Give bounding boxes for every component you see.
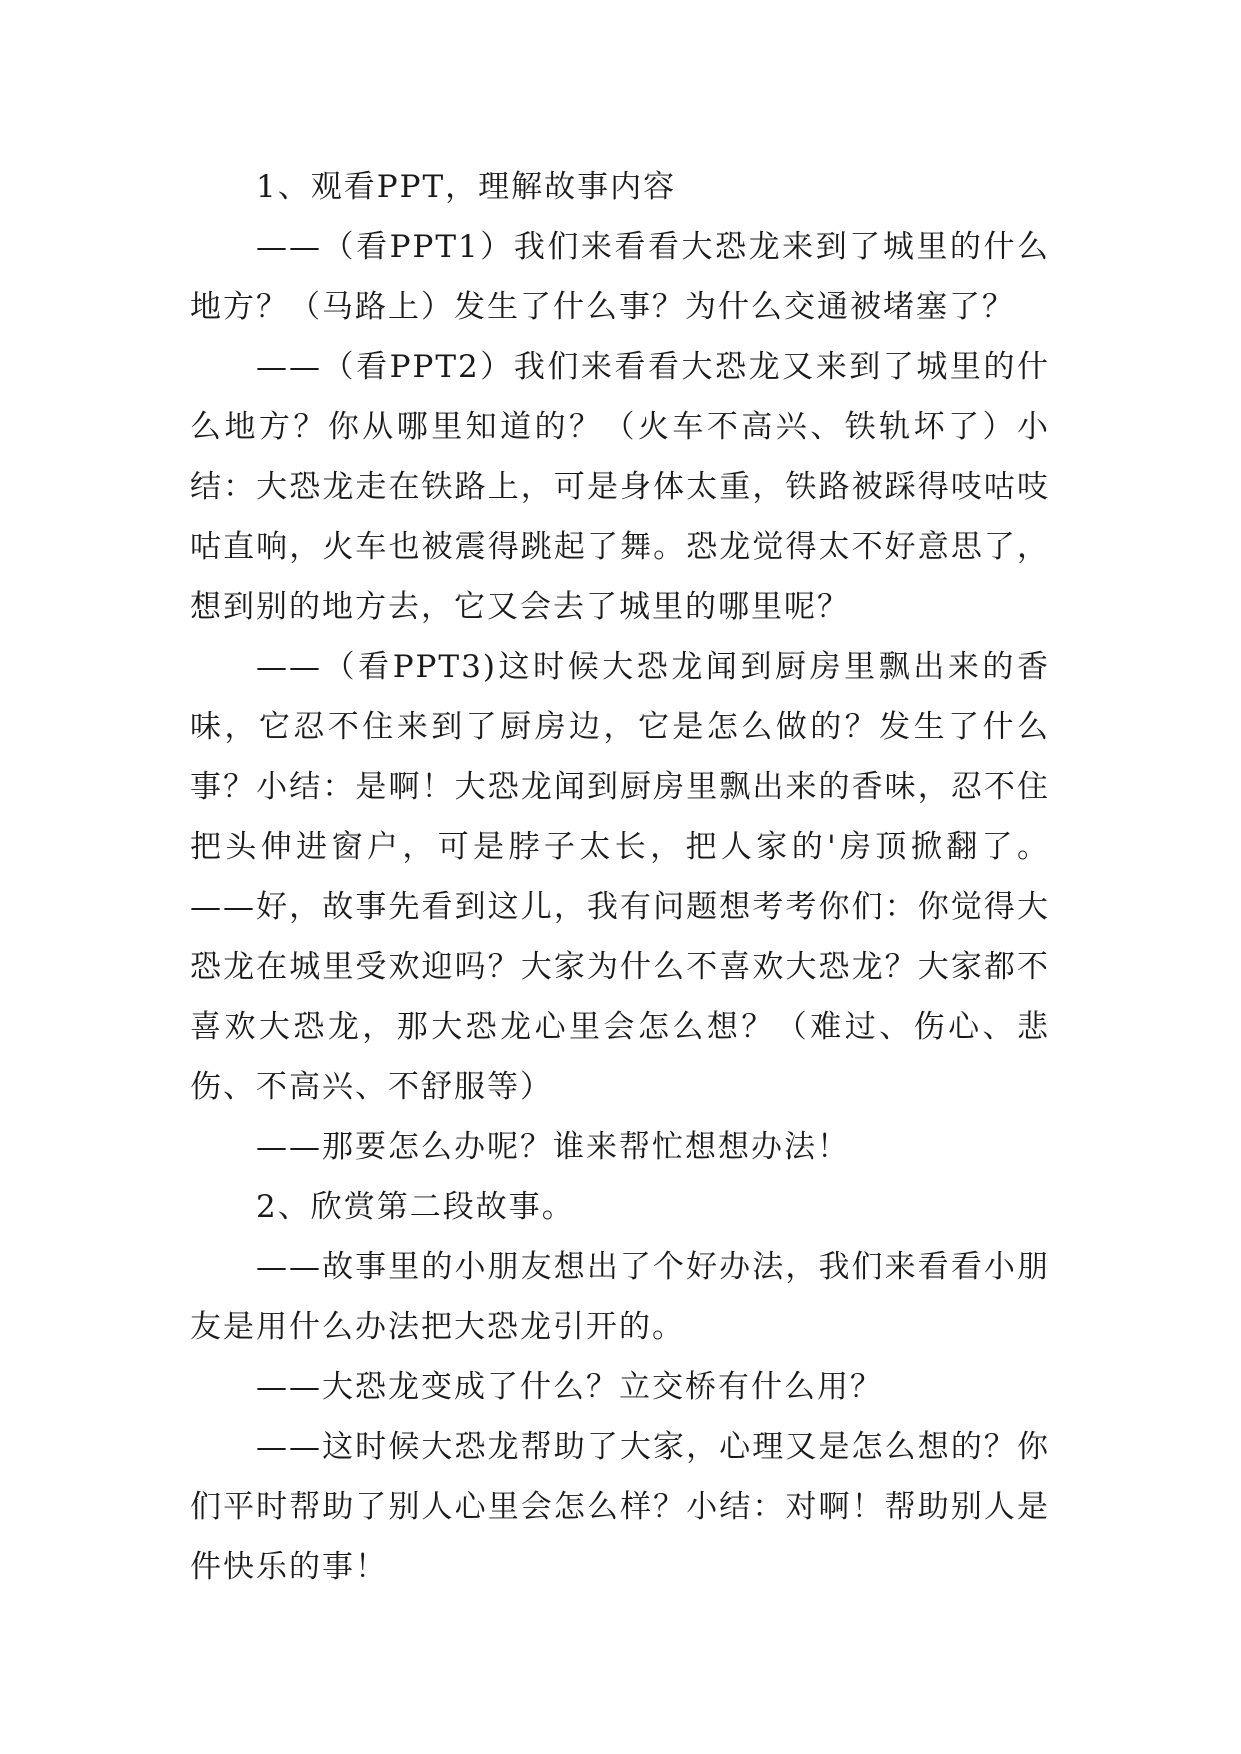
paragraph-heading-1: 1、观看PPT，理解故事内容 <box>256 169 677 205</box>
document-body <box>190 157 1050 1597</box>
paragraph: ——（看PPT1）我们来看看大恐龙来到了城里的什么地方？（马路上）发生了什么事？为什么交通被堵塞了？ <box>190 229 1050 325</box>
paragraph: ——（看PPT2）我们来看看大恐龙又来到了城里的什么地方？你从哪里知道的？（火车不高兴、铁轨坏了）小结：大恐龙走在铁路上，可是身体太重，铁路被踩得吱咕吱咕直响，火车也被震得跳起了舞。恐龙觉得太不好意思了，想到别的地方去，它又会去了城里的哪里呢？ <box>190 349 1050 625</box>
paragraph: ——大恐龙变成了什么？立交桥有什么用？ <box>256 1369 883 1405</box>
paragraph: ——（看PPT3)这时候大恐龙闻到厨房里飘出来的香味，它忍不住来到了厨房边，它是怎么做的？发生了什么事？小结：是啊！大恐龙闻到厨房里飘出来的香味，忍不住把头伸进窗户，可是脖子太长，把人家的'房顶掀翻了。——好，故事先看到这儿，我有问题想考考你们：你觉得大恐龙在城里受欢迎吗？大家为什么不喜欢大恐龙？大家都不喜欢大恐龙，那大恐龙心里会怎么想？（难过、伤心、悲伤、不高兴、不舒服等） <box>190 649 1050 1105</box>
paragraph: ——这时候大恐龙帮助了大家，心理又是怎么想的？你们平时帮助了别人心里会怎么样？小结：对啊！帮助别人是件快乐的事！ <box>190 1429 1050 1585</box>
paragraph: ——故事里的小朋友想出了个好办法，我们来看看小朋友是用什么办法把大恐龙引开的。 <box>190 1249 1050 1345</box>
paragraph: ——那要怎么办呢？谁来帮忙想想办法！ <box>256 1129 850 1165</box>
paragraph-heading-2: 2、欣赏第二段故事。 <box>256 1189 575 1225</box>
